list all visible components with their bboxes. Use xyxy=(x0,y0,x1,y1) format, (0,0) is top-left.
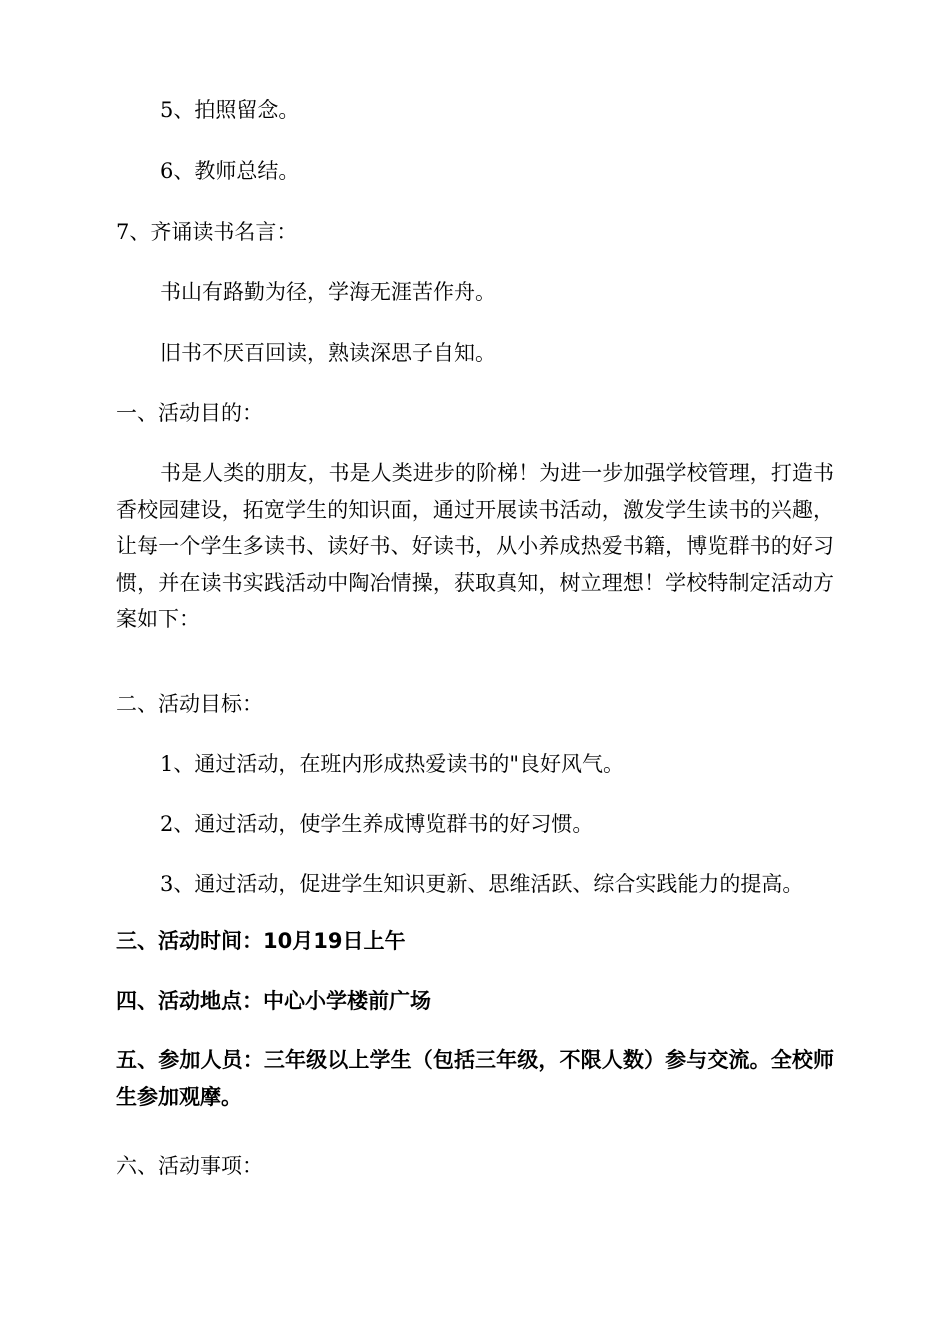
section-1-heading: 一、活动目的： xyxy=(116,401,263,425)
item-photo: 5、拍照留念。 xyxy=(160,98,300,122)
section-6-heading: 六、活动事项： xyxy=(116,1154,263,1178)
item-teacher-summary: 6、教师总结。 xyxy=(160,159,300,183)
section-1-body: 书是人类的朋友，书是人类进步的阶梯！为进一步加强学校管理，打造书香校园建设，拓宽学生的知识面，通过开展读书活动，激发学生读书的兴趣，让每一个学生多读书、读好书、好读书，从小养成热爱书籍，博览群书的好习惯，并在读书实践活动中陶冶情操，获取真知，树立理想！学校特制定活动方案如下： xyxy=(116,461,834,632)
section-5-participants: 五、参加人员：三年级以上学生（包括三年级，不限人数）参与交流。全校师生参加观摩。 xyxy=(116,1048,834,1109)
section-3-time: 三、活动时间：10月19日上午 xyxy=(116,929,406,953)
section-4-location: 四、活动地点：中心小学楼前广场 xyxy=(116,989,431,1013)
section-2-heading: 二、活动目标： xyxy=(116,692,263,716)
goal-item-1: 1、通过活动，在班内形成热爱读书的"良好风气。 xyxy=(160,752,625,776)
quote-line-1: 书山有路勤为径，学海无涯苦作舟。 xyxy=(160,280,496,304)
item-recite-quotes: 7、齐诵读书名言： xyxy=(116,220,298,244)
goal-item-3: 3、通过活动，促进学生知识更新、思维活跃、综合实践能力的提高。 xyxy=(160,872,804,896)
goal-item-2: 2、通过活动，使学生养成博览群书的好习惯。 xyxy=(160,812,594,836)
quote-line-2: 旧书不厌百回读，熟读深思子自知。 xyxy=(160,341,496,365)
